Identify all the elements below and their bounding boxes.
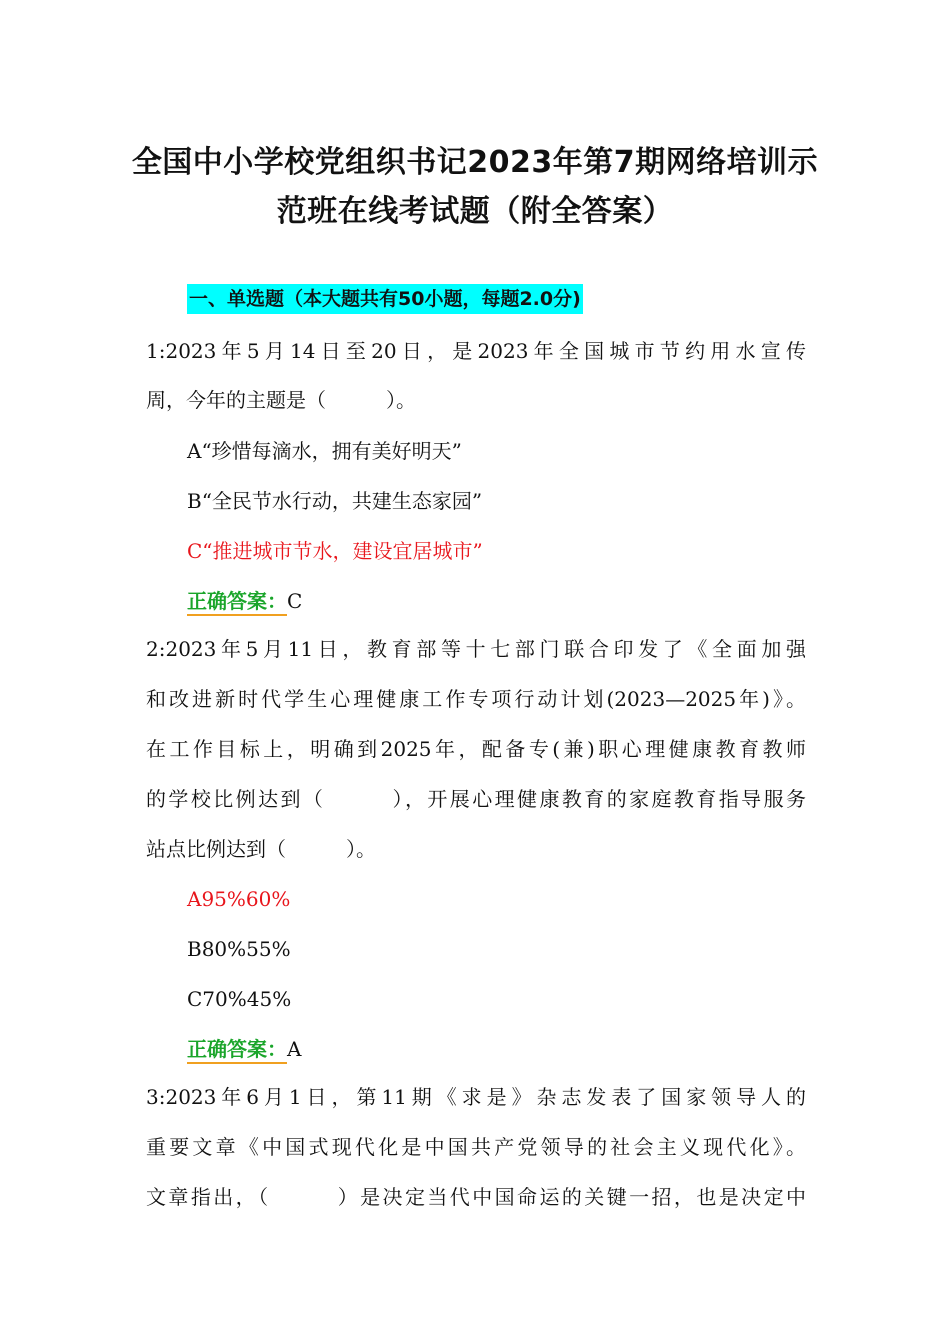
question-1-line-1: 1:2023年5月14日至20日，是2023年全国城市节约用水宣传 [146, 339, 806, 363]
question-3-line-2: 重要文章《中国式现代化是中国共产党领导的社会主义现代化》。 [146, 1135, 806, 1159]
question-2-line-2: 和改进新时代学生心理健康工作专项行动计划(2023—2025年)》。 [146, 687, 806, 711]
question-2-option-a-correct: A95%60% [187, 887, 291, 911]
question-1-option-c-correct: C“推进城市节水，建设宜居城市” [187, 539, 483, 563]
question-2-line-3: 在工作目标上，明确到2025年，配备专(兼)职心理健康教育教师 [146, 737, 806, 761]
question-1-line-2: 周，今年的主题是（ ）。 [146, 388, 416, 412]
question-1-option-a: A“珍惜每滴水，拥有美好明天” [187, 439, 462, 463]
answer-label: 正确答案： [187, 589, 287, 616]
section-heading: 一、单选题（本大题共有50小题，每题2.0分) [187, 284, 583, 314]
document-title-line-1: 全国中小学校党组织书记2023年第7期网络培训示 [131, 145, 819, 180]
answer-label: 正确答案： [187, 1037, 287, 1064]
question-2-option-c: C70%45% [187, 987, 292, 1011]
question-2-line-5: 站点比例达到（ ）。 [146, 837, 376, 861]
answer-value: C [287, 589, 303, 613]
question-2-line-4: 的学校比例达到（ ），开展心理健康教育的家庭教育指导服务 [146, 787, 806, 811]
question-3-line-3: 文章指出，（ ）是决定当代中国命运的关键一招，也是决定中 [146, 1185, 806, 1209]
question-2-option-b: B80%55% [187, 937, 291, 961]
question-1-option-b: B“全民节水行动，共建生态家园” [187, 489, 483, 513]
question-1-answer [187, 587, 302, 615]
answer-value: A [287, 1037, 302, 1061]
question-2-line-1: 2:2023年5月11日，教育部等十七部门联合印发了《全面加强 [146, 637, 806, 661]
question-3-line-1: 3:2023年6月1日，第11期《求是》杂志发表了国家领导人的 [146, 1085, 806, 1109]
question-2-answer [187, 1035, 301, 1063]
document-title-line-2: 范班在线考试题（附全答案） [276, 194, 674, 229]
